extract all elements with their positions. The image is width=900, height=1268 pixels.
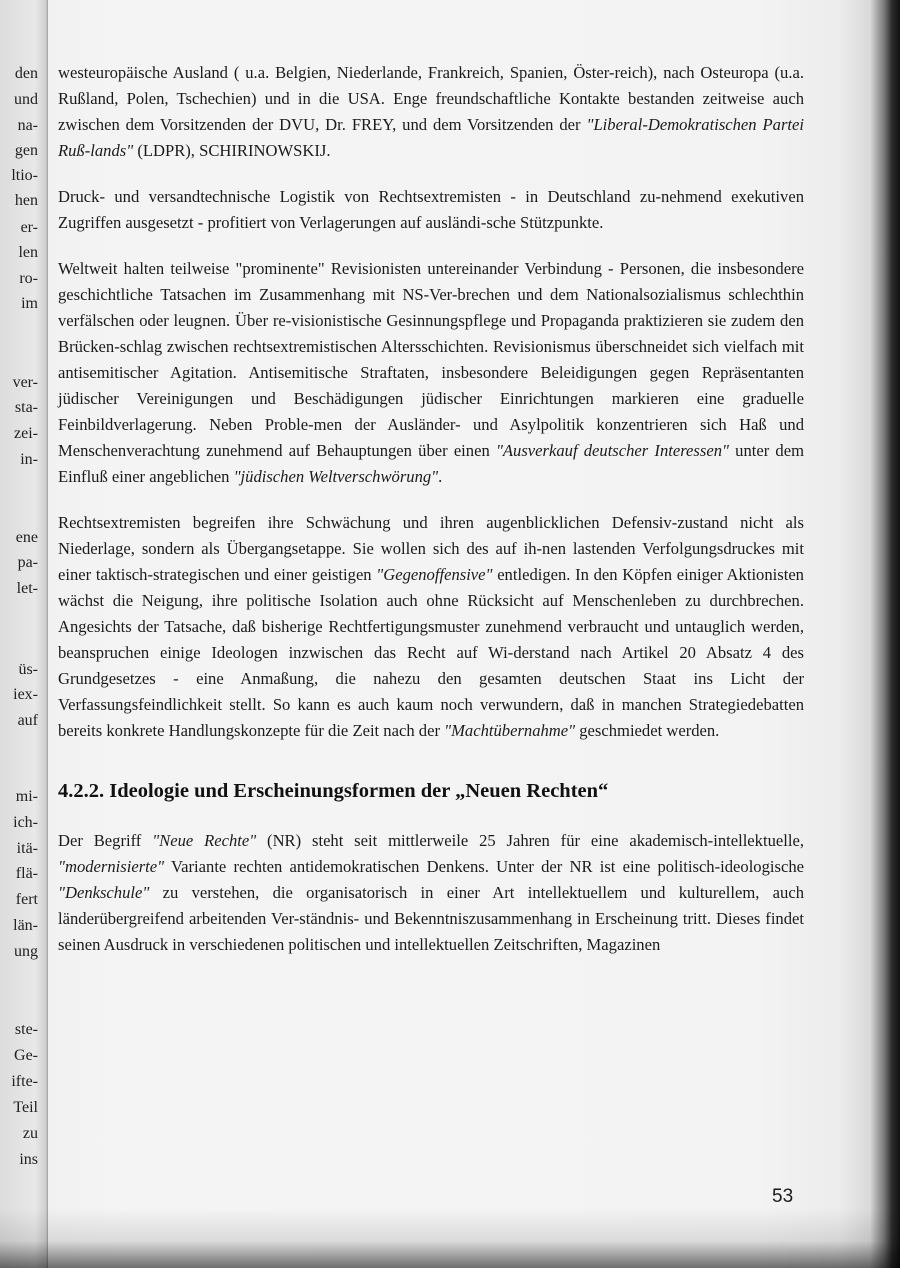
margin-fragment: Ge- [14,1047,38,1064]
margin-fragment: im [21,295,38,312]
margin-fragment: in- [20,451,38,468]
paragraph-5: Der Begriff "Neue Rechte" (NR) steht seit mittlerweile 25 Jahren für eine akademisch-intellektuelle, "modernisierte" Variante rechten antidemokratischen Denkens. Unter der NR ist eine politisch-ideologische "Denkschule" zu verstehen, die organisatorisch in einer Art intellektuellem und kulturellem, auch länderübergreifend arbeitenden Ver-ständnis- und Bekenntniszusammenhang in Erscheinung tritt. Dieses findet seinen Ausdruck in verschiedenen politischen und intellektuellen Zeitschriften, Magazinen [58,831,804,954]
margin-fragment: pa- [17,554,38,571]
margin-fragment: ins [19,1151,38,1168]
margin-fragment: mi- [15,788,38,805]
section-heading: 4.2.2. Ideologie und Erscheinungsformen der „Neuen Rechten“ [58,780,609,802]
margin-fragment: den [14,65,38,82]
margin-fragment: gen [14,142,38,159]
margin-fragment: len [18,244,38,261]
page-number: 53 [772,1186,794,1207]
margin-fragment: iex- [13,686,38,703]
margin-fragment: ste- [14,1021,38,1038]
margin-fragment: Teil [13,1099,38,1116]
margin-fragment: fert [15,891,38,908]
margin-fragment: zu [22,1125,38,1142]
margin-fragment: ich- [13,814,38,831]
margin-fragment: ung [14,943,38,960]
margin-fragment: na- [17,117,38,134]
margin-fragment: sta- [14,399,38,416]
margin-fragment: und [14,91,38,108]
margin-fragment: ver- [12,374,38,391]
margin-fragment: ro- [19,270,38,287]
document-body [58,60,804,958]
margin-fragment: let- [16,580,38,597]
margin-fragment: hen [14,192,38,209]
margin-fragment: ltio- [11,167,38,184]
paragraph-2: Druck- und versandtechnische Logistik von Rechtsextremisten - in Deutschland zu-nehmend exekutiven Zugriffen ausgesetzt - profitiert von Verlagerungen auf ausländi-sche Stützpunkte. [58,187,804,232]
margin-fragment: län- [13,917,38,934]
paragraph-1: westeuropäische Ausland ( u.a. Belgien, Niederlande, Frankreich, Spanien, Öster-reich), nach Osteuropa (u.a. Rußland, Polen, Tschechien) und in die USA. Enge freundschaftliche Kontakte bestanden zeitweise auch zwischen dem Vorsitzenden der DVU, Dr. FREY, und dem Vorsitzenden der "Liberal-Demokratischen Partei Ruß-lands" (LDPR), SCHIRINOWSKIJ. [58,63,804,160]
margin-fragment: itä- [16,840,38,857]
margin-fragment: ene [15,529,38,546]
margin-fragment: ifte- [11,1073,38,1090]
margin-fragment: auf [17,712,38,729]
margin-fragment: zei- [14,425,38,442]
paragraph-4: Rechtsextremisten begreifen ihre Schwächung und ihren augenblicklichen Defensiv-zustand nicht als Niederlage, sondern als Übergangsetappe. Sie wollen sich des auf ih-nen lastenden Verfolgungsdruckes mit einer taktisch-strategischen und einer geistigen "Gegenoffensive" entledigen. In den Köpfen einiger Aktionisten wächst die Neigung, ihre politische Isolation auch ohne Rücksicht auf Menschenleben zu durchbrechen. Angesichts der Tatsache, daß bisherige Rechtfertigungsmuster zunehmend verbraucht und untauglich werden, beanspruchen einige Ideologen inzwischen das Recht auf Wi-derstand nach Artikel 20 Absatz 4 des Grundgesetzes - eine Anmaßung, die nahezu den gesamten deutschen Staat ins Licht der Verfassungsfeindlichkeit stellt. So kann es auch kaum noch verwundern, daß in manchen Strategiedebatten bereits konkrete Handlungskonzepte für die Zeit nach der "Machtübernahme" geschmiedet werden. [58,513,804,740]
scan-shadow [0,1208,900,1268]
margin-fragment: er- [20,219,38,236]
margin-fragment: üs- [18,661,38,678]
paragraph-3: Weltweit halten teilweise "prominente" Revisionisten untereinander Verbindung - Personen, die insbesondere geschichtliche Tatsachen im Zusammenhang mit NS-Ver-brechen und dem Nationalsozialismus schlechthin verfälschen oder leugnen. Über re-visionistische Gesinnungspflege und Propaganda praktizieren sie zudem den Brücken-schlag zwischen rechtsextremistischen Altersschichten. Revisionismus überschneidet sich vielfach mit antisemitischer Agitation. Antisemitische Straftaten, insbesondere Beleidigungen gegen Repräsentanten jüdischer Vereinigungen und Beschädigungen jüdischer Einrichtungen markieren eine graduelle Feinbildverlagerung. Neben Proble-men der Ausländer- und Asylpolitik konzentrieren sich Haß und Menschenverachtung zunehmend auf Behauptungen über einen "Ausverkauf deutscher Interessen" unter dem Einfluß einer angeblichen "jüdischen Weltverschwörung". [58,259,805,486]
margin-fragment: flä- [15,865,38,882]
